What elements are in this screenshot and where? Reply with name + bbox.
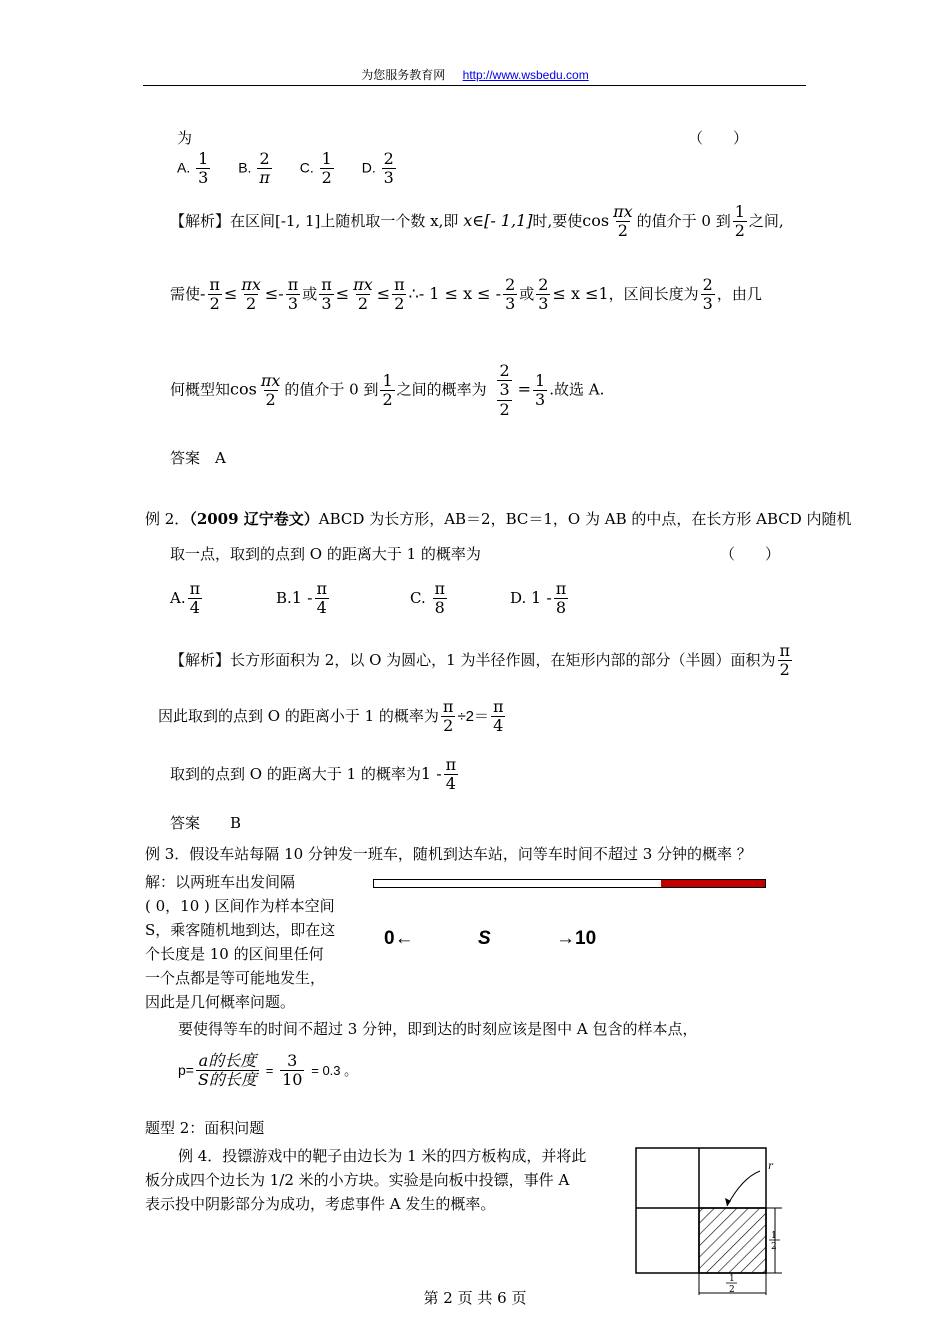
page-header bbox=[0, 66, 950, 83]
type2-line: 板分成四个边长为 1/2 米的小方块。实验是向板中投镖，事件 A bbox=[145, 1171, 570, 1189]
q1-option-b: B. $\frac{2}{\pi}$ bbox=[238, 149, 270, 188]
header-rule bbox=[143, 85, 806, 86]
page-footer: 第 2 页 共 6 页 bbox=[423, 1289, 527, 1307]
q3-line2: 要使得等车的时间不超过 3 分钟，即到达的时刻应该是图中 A 包含的样本点， bbox=[178, 1020, 698, 1038]
side-frac-num: 1 bbox=[771, 1231, 777, 1241]
q1-options bbox=[177, 150, 398, 188]
q1-option-d: D. $\frac{2}{3}$ bbox=[361, 149, 394, 188]
event-a-segment bbox=[661, 880, 765, 887]
q3-stem: 例 3．假设车站每隔 10 分钟发一班车，随机到达车站，问等车时间不超过 3 分钟的概率 ？ bbox=[145, 845, 752, 863]
q3-solution bbox=[145, 870, 335, 1014]
q3-sol-line: S，乘客随机地到达，即在这 bbox=[145, 921, 336, 939]
type2-line: 例 4．投镖游戏中的靶子由边长为 1 米的四方板构成，并将此 bbox=[178, 1147, 587, 1165]
sample-space-bar bbox=[373, 879, 766, 888]
q1-analysis-line3: 何概型知cos $\frac{\pi x}{2}$ 的值介于 0 到 $\frac{1}{2}$ 之间的概率为 $\frac{\frac{2}{3}}{2}$ = $\frac{1}{3}$ .故选 A. bbox=[170, 361, 605, 419]
q1-analysis-line2: 需使- $\frac{\pi}{2}$ ≤ $\frac{\pi x}{2}$ ≤- $\frac{\pi}{3}$ 或 $\frac{\pi}{3}$ ≤ $\frac{\pi x}{2}$ ≤ $\frac{\pi}{2}$ ∴- 1 ≤ x ≤ - $\frac{2}{3}$ 或 $\frac{2}{3}$ ≤ x ≤1，区间长度为 $\frac{2}{3}$ ，由几 bbox=[170, 275, 762, 314]
q2-analysis-line2: 因此取到的点到 O 的距离小于 1 的概率为 $\frac{\pi}{2}$ ÷2＝ $\frac{\pi}{4}$ bbox=[158, 697, 504, 736]
site-name: 为您服务教育网 bbox=[361, 68, 446, 82]
q3-probability-formula: p= $\frac{\text{a的长度}}{\text{S的长度}}$ = $\frac{3}{10}$ = 0.3 。 bbox=[178, 1051, 358, 1090]
segment-right-label: →10 bbox=[556, 928, 597, 949]
q3-sol-line: 因此是几何概率问题。 bbox=[145, 993, 296, 1011]
q1-answer: 答案 A bbox=[170, 449, 226, 467]
q2-analysis-line1: 【解析】长方形面积为 2，以 O 为圆心，1 为半径作圆，在矩形内部的部分（半圆）面积为 $\frac{\pi}{2}$ bbox=[170, 641, 790, 680]
q1-analysis-line1: 【解析】在区间[-1, 1]上随机取一个数 x,即 x∈[- 1,1]时,要使cos $\frac{\pi x}{2}$ 的值介于 0 到 $\frac{1}{2}$ 之间, bbox=[170, 202, 784, 241]
q2-stem-line1: 例 2．（2009 辽宁卷文）ABCD 为长方形，AB＝2，BC＝1，O 为 AB 的中点，在长方形 ABCD 内随机 bbox=[145, 510, 852, 528]
q3-sol-line: 个长度是 10 的区间里任何 bbox=[145, 945, 324, 963]
type2-text bbox=[145, 1144, 586, 1216]
type2-heading: 题型 2：面积问题 bbox=[145, 1119, 265, 1137]
type2-line: 表示投中阴影部分为成功，考虑事件 A 发生的概率。 bbox=[145, 1195, 496, 1213]
q3-sol-line: 解：以两班车出发间隔 bbox=[145, 873, 296, 891]
compound-fraction: $\frac{\frac{2}{3}}{2}$ bbox=[499, 361, 510, 419]
segment-mid-label: S bbox=[478, 928, 491, 949]
bottom-frac-num: 1 bbox=[729, 1274, 735, 1284]
bottom-frac-den: 2 bbox=[729, 1285, 735, 1295]
q1-option-a: A. $\frac{1}{3}$ bbox=[177, 149, 209, 188]
q2-bracket: （ ） bbox=[720, 545, 781, 563]
site-url-link[interactable]: http://www.wsbedu.com bbox=[462, 68, 589, 82]
segment-left-label: 0← bbox=[384, 928, 414, 949]
q2-analysis-line3: 取到的点到 O 的距离大于 1 的概率为1 - $\frac{\pi}{4}$ bbox=[170, 755, 457, 794]
q1-bracket: （ ） bbox=[688, 129, 749, 147]
leader-line bbox=[727, 1171, 760, 1206]
q1-lead: 为 bbox=[177, 129, 193, 147]
q2-option-b: B.1 - $\frac{\pi}{4}$ bbox=[276, 579, 327, 618]
dartboard-figure bbox=[632, 1143, 792, 1299]
q2-option-c: C. $\frac{\pi}{8}$ bbox=[410, 579, 446, 618]
label-r: r bbox=[768, 1161, 773, 1172]
shaded-region bbox=[699, 1208, 766, 1273]
q2-option-d: D. 1 - $\frac{\pi}{8}$ bbox=[510, 579, 567, 618]
q1-option-c: C. $\frac{1}{2}$ bbox=[299, 149, 332, 188]
side-frac-den: 2 bbox=[771, 1242, 777, 1252]
q2-stem-line2: 取一点，取到的点到 O 的距离大于 1 的概率为 bbox=[170, 545, 481, 563]
q3-sol-line: 一个点都是等可能地发生， bbox=[145, 969, 326, 987]
q2-option-a: A. $\frac{\pi}{4}$ bbox=[170, 579, 201, 618]
q3-sol-line: ( 0，10 ) 区间作为样本空间 bbox=[145, 897, 335, 915]
q2-answer: 答案 B bbox=[170, 814, 242, 832]
